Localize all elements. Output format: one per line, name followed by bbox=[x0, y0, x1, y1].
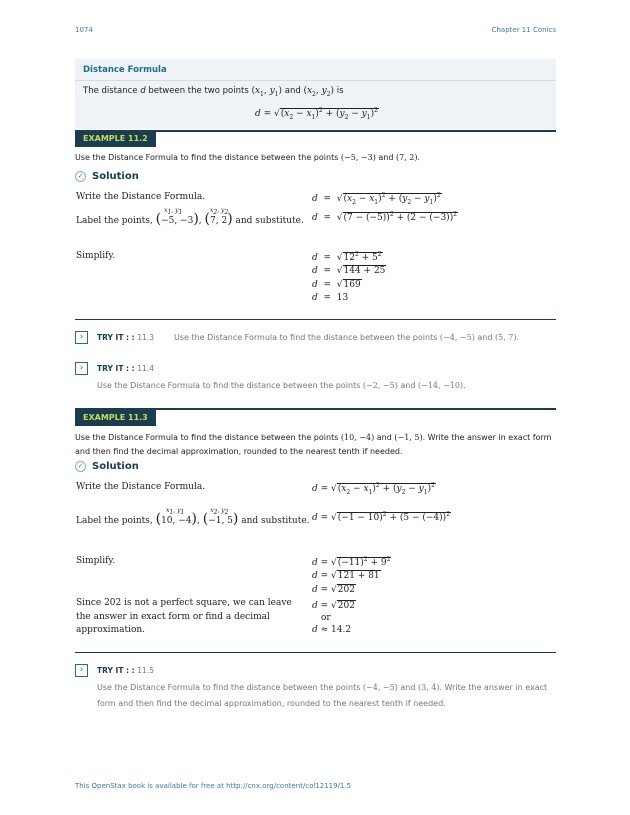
step-text: Label the points, (10, −4 $x_1$, $y_1$ ), (−1, 5 $x_2$, $y_2$ ) and substitute. bbox=[76, 507, 310, 527]
example-prompt: Use the Distance Formula to find the distance between the points (10, −4) and (−1, 5). Write the answer in exact form bbox=[75, 433, 552, 442]
step-text: approximation. bbox=[76, 625, 146, 635]
step-text: the answer in exact form or find a decimal bbox=[76, 612, 270, 622]
solution-label: Solution bbox=[92, 171, 139, 182]
step-equation: d = √202 bbox=[312, 601, 355, 611]
step-equation: d = √169 bbox=[312, 280, 361, 290]
step-equation: d ≈ 14.2 bbox=[312, 625, 352, 635]
step-equation: d = √144 + 25 bbox=[312, 266, 386, 276]
try-number: 11.4 bbox=[137, 364, 154, 373]
box-title: Distance Formula bbox=[83, 65, 167, 75]
try-it-text: Use the Distance Formula to find the distance between the points (−4, −5) and (3, 4). Write the answer in exact bbox=[97, 683, 548, 692]
try-label-text: TRY IT : : bbox=[97, 666, 135, 675]
box-point2: ($x_2$, $y_2$) bbox=[303, 86, 335, 98]
step-text: Since 202 is not a perfect square, we can leave bbox=[76, 598, 292, 608]
solution-heading bbox=[75, 171, 139, 182]
try-it-text-line2: form and then find the decimal approximation, rounded to the nearest tenth if needed. bbox=[97, 699, 446, 708]
try-it-toggle[interactable]: › bbox=[75, 362, 88, 375]
box-point1: ($x_1$, $y_1$) bbox=[251, 86, 283, 98]
step-equation: d = 13 bbox=[312, 293, 349, 303]
step-text: Simplify. bbox=[76, 556, 116, 566]
try-number: 11.5 bbox=[137, 666, 154, 675]
box-and: and bbox=[284, 86, 301, 96]
step-equation: or bbox=[321, 613, 331, 623]
step-text: Write the Distance Formula. bbox=[76, 482, 206, 492]
try-it-label bbox=[97, 333, 154, 342]
box-divider bbox=[75, 80, 556, 81]
chapter-title: Chapter 11 Conics bbox=[491, 26, 556, 34]
solution-label: Solution bbox=[92, 461, 139, 472]
try-label-text: TRY IT : : bbox=[97, 364, 135, 373]
example-end-rule bbox=[75, 319, 556, 320]
box-formula: $d = √(x_2 - x_1)^2 + (y_2 - y_1)^2$ bbox=[255, 107, 378, 121]
step-equation: $d = √(-1 - 10)^2 + (5 - (-4))^2$ bbox=[312, 511, 451, 523]
check-icon: ✓ bbox=[75, 461, 86, 472]
box-text bbox=[83, 86, 344, 98]
step-equation: $d = √(x_2 - x_1)^2 + (y_2 - y_1)^2$ bbox=[312, 482, 435, 496]
solution-heading bbox=[75, 461, 139, 472]
step-text: Simplify. bbox=[76, 251, 116, 261]
step-equation: d = √202 bbox=[312, 585, 355, 595]
box-is: is bbox=[336, 86, 344, 96]
box-text-prefix: The distance bbox=[83, 86, 138, 96]
check-icon: ✓ bbox=[75, 171, 86, 182]
page-number: 1074 bbox=[75, 26, 93, 34]
try-it-toggle[interactable]: › bbox=[75, 664, 88, 677]
try-label-text: TRY IT : : bbox=[97, 333, 135, 342]
box-text-mid: between the two points bbox=[148, 86, 249, 96]
step-equation: $d = √(x_2 - x_1)^2 + (y_2 - y_1)^2$ bbox=[312, 192, 441, 206]
step-equation: d = √121 + 81 bbox=[312, 571, 380, 581]
step-equation: $d = √(7 - (-5))^2 + (2 - (-3))^2$ bbox=[312, 211, 458, 223]
try-it-text: Use the Distance Formula to find the distance between the points (−2, −5) and (−14, −10). bbox=[97, 381, 466, 390]
example-prompt: Use the Distance Formula to find the distance between the points (−5, −3) and (7, 2). bbox=[75, 153, 421, 162]
try-number: 11.3 bbox=[137, 333, 154, 342]
step-text: Write the Distance Formula. bbox=[76, 192, 206, 202]
try-it-toggle[interactable]: › bbox=[75, 331, 88, 344]
example-prompt-line2: and then find the decimal approximation, rounded to the nearest tenth if needed. bbox=[75, 447, 403, 456]
example-label: EXAMPLE 11.2 bbox=[75, 131, 156, 147]
example-label: EXAMPLE 11.3 bbox=[75, 410, 156, 426]
footer-link[interactable]: This OpenStax book is available for free at http://cnx.org/content/col12119/1.5 bbox=[75, 782, 352, 790]
step-equation: $d = √12^2 + 5^2$ bbox=[312, 251, 382, 263]
step-equation: $d = √(-11)^2 + 9^2$ bbox=[312, 556, 391, 568]
step-text: Label the points, (−5, −3 $x_1$, $y_1$ ), (7, 2 $x_2$, $y_2$ ) and substitute. bbox=[76, 207, 304, 227]
try-it-text: Use the Distance Formula to find the distance between the points (−4, −5) and (5, 7). bbox=[174, 333, 520, 342]
try-it-label bbox=[97, 666, 154, 675]
box-text-var: d bbox=[140, 86, 146, 96]
example-end-rule bbox=[75, 652, 556, 653]
distance-formula-box bbox=[75, 59, 556, 129]
try-it-label bbox=[97, 364, 154, 373]
